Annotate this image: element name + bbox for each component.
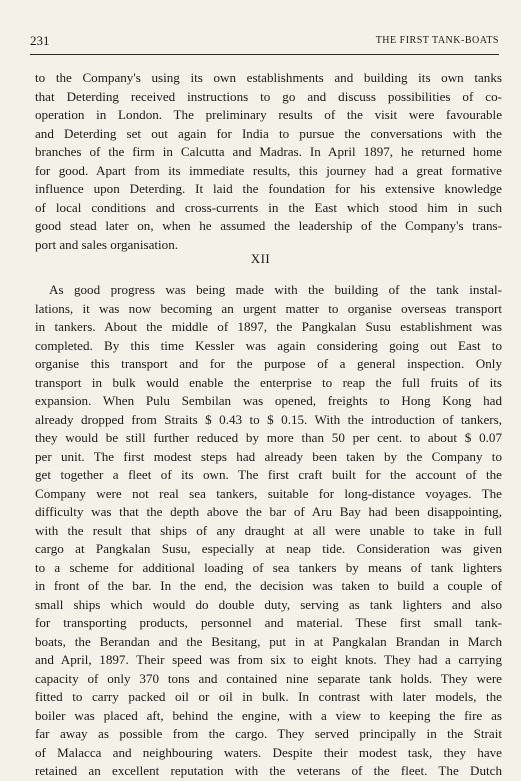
text-line: in front of the bar. In the end, the decision was taken to build a couple of bbox=[35, 578, 502, 593]
section-heading: XII bbox=[250, 251, 271, 266]
text-line: Company were not real sea tankers, suitable for long-distance voyages. The bbox=[35, 485, 502, 501]
text-line: retained an excellent reputation with the veterans of the fleet. The Dutch bbox=[35, 763, 502, 778]
text-line: boiler was placed aft, behind the engine, with a view to keeping the fire as bbox=[35, 707, 502, 723]
text-line: cargo at Pangkalan Susu, especially at neap tide. Consideration was given bbox=[35, 541, 502, 556]
text-line: completed. By this time Kessler was again considering going out East to bbox=[35, 337, 502, 353]
text-line: of local conditions and cross-currents in the East which stood him in such bbox=[35, 199, 502, 215]
text-line: for transporting products, personnel and material. These first small tank- bbox=[35, 615, 502, 630]
text-line: they would be still further reduced by more than 50 per cent. to about $ 0.07 bbox=[35, 430, 502, 445]
text-line: already dropped from Straits $ 0.43 to $ 0.15. With the introduction of tankers, bbox=[35, 411, 502, 427]
text-line: of Malacca and neighbouring waters. Despite their modest task, they have bbox=[35, 744, 502, 760]
text-line: far away as possible from the cargo. They served principally in the Strait bbox=[35, 726, 502, 741]
text-line: that Deterding received instructions to go and discuss possibilities of co- bbox=[35, 88, 502, 104]
text-line: get together a fleet of its own. The first craft built for the account of the bbox=[35, 467, 502, 482]
text-line: branches of the firm in Calcutta and Madras. In April 1897, he returned home bbox=[35, 144, 502, 159]
text-line: port and sales organisation. bbox=[35, 236, 179, 252]
text-line: per unit. The first modest steps had already been taken by the Company to bbox=[35, 448, 502, 464]
paragraph-1 bbox=[35, 69, 502, 254]
text-line: for good. Apart from its immediate results, this journey had a great formative bbox=[35, 162, 502, 178]
text-line: small ships which would do double duty, serving as tank lighters and also bbox=[35, 596, 502, 612]
text-line: boats, the Berandan and the Besitang, put in at Pangkalan Brandan in March bbox=[35, 633, 502, 649]
text-line: good stead later on, when he assumed the leadership of the Company's trans- bbox=[35, 218, 502, 233]
text-line: and Deterding set out again for India to pursue the conversations with the bbox=[35, 125, 502, 141]
text-line: organise this transport and for the purpose of a general inspection. Only bbox=[35, 356, 502, 371]
text-line: fitted to carry packed oil or oil in bulk. In contrast with later models, the bbox=[35, 689, 502, 704]
text-line: and April, 1897. Their speed was from six to eight knots. They had a carrying bbox=[35, 652, 502, 667]
text-line: operation in London. The preliminary results of the visit were favourable bbox=[35, 107, 502, 122]
text-line: As good progress was being made with the building of the tank instal- bbox=[49, 282, 502, 297]
text-line: capacity of only 370 tons and contained nine separate tank holds. They were bbox=[35, 670, 502, 686]
text-line: to the Company's using its own establishments and building its own tanks bbox=[35, 70, 502, 85]
header-rule bbox=[30, 54, 499, 55]
text-line: difficulty was that the depth above the bar of Aru Bay had been disappointing, bbox=[35, 504, 502, 519]
page-header bbox=[30, 33, 499, 51]
paragraph-2 bbox=[35, 281, 502, 781]
text-line: lations, it was now becoming an urgent matter to organise overseas transport bbox=[35, 300, 502, 316]
text-line: with the result that ships of any draught at all were unable to take in full bbox=[35, 522, 502, 538]
text-line: in tankers. About the middle of 1897, the Pangkalan Susu establishment was bbox=[35, 319, 502, 334]
page-number: 231 bbox=[30, 33, 50, 48]
running-title: THE FIRST TANK-BOATS bbox=[375, 35, 499, 46]
text-line: transport in bulk would enable the enterprise to reap the full fruits of its bbox=[35, 374, 502, 390]
text-line: to a scheme for additional loading of sea tankers by means of tank lighters bbox=[35, 559, 502, 575]
text-line: influence upon Deterding. It laid the foundation for his extensive knowledge bbox=[35, 181, 502, 196]
text-line: expansion. When Pulu Sembilan was opened, freights to Hong Kong had bbox=[35, 393, 502, 408]
